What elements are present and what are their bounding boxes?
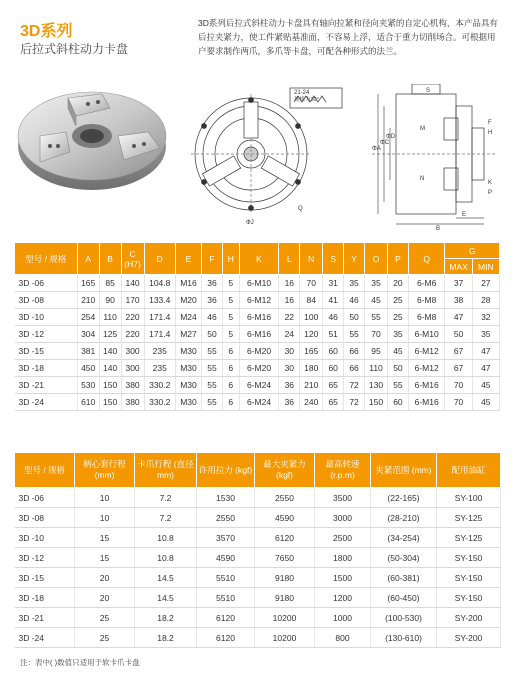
table-cell: 610 [77, 394, 99, 411]
table-row [15, 548, 501, 568]
table-cell: 6120 [197, 628, 255, 648]
table-cell: 7650 [255, 548, 315, 568]
table-cell: 90 [99, 292, 121, 309]
column-header: 卡爪行程 (直径mm) [135, 453, 197, 488]
table-cell: M30 [175, 394, 201, 411]
dim-label-d: ΦD [386, 134, 396, 140]
table-cell: 3000 [315, 508, 371, 528]
table-row [15, 508, 501, 528]
footnote: 注：表中( )数值只适用于软卡爪卡盘 [20, 658, 140, 667]
table-cell: 46 [202, 309, 223, 326]
table-cell: 6-M12 [239, 292, 279, 309]
table-cell: 30 [279, 360, 300, 377]
table-cell: 330.2 [144, 394, 175, 411]
table-row [15, 394, 500, 411]
table-cell: 2550 [197, 508, 255, 528]
column-header: 夹紧范围 (mm) [371, 453, 437, 488]
table-cell: SY-100 [437, 488, 501, 508]
table-cell: SY-200 [437, 628, 501, 648]
table-cell: 47 [472, 343, 499, 360]
table-cell: 14.5 [135, 588, 197, 608]
column-header: D [144, 243, 175, 275]
table-cell: 66 [344, 360, 365, 377]
column-header: B [99, 243, 121, 275]
table-cell: 67 [445, 360, 472, 377]
table-cell: 55 [202, 360, 223, 377]
table-cell: 171.4 [144, 309, 175, 326]
table-cell: 27 [472, 275, 499, 292]
table-cell: 6120 [255, 528, 315, 548]
performance-table [14, 452, 501, 648]
table-row [15, 628, 501, 648]
table-row [15, 309, 500, 326]
table-cell: 6-M24 [239, 377, 279, 394]
table-row [15, 377, 500, 394]
header-row [15, 243, 500, 259]
table-cell: 10.8 [135, 528, 197, 548]
dim-label-c: ΦC [380, 140, 390, 146]
table-cell: 110 [99, 309, 121, 326]
drawing-serration-label: 21-24 [294, 90, 310, 96]
table-cell: 6-M8 [408, 292, 445, 309]
table-row [15, 360, 500, 377]
table-cell: 60 [323, 343, 344, 360]
table-cell: 530 [77, 377, 99, 394]
table-cell: M30 [175, 343, 201, 360]
dim-label-f: F [488, 120, 492, 126]
column-header: Q [408, 243, 445, 275]
table-cell: (34-254) [371, 528, 437, 548]
table-cell: 72 [344, 394, 365, 411]
table-cell: 104.8 [144, 275, 175, 292]
table-cell: 3D -18 [15, 360, 78, 377]
table-cell: 5510 [197, 568, 255, 588]
column-header: A [77, 243, 99, 275]
table-cell: 24 [279, 326, 300, 343]
table-cell: 36 [202, 292, 223, 309]
table-row [15, 488, 501, 508]
table-cell: 235 [144, 360, 175, 377]
column-subheader: MIN [472, 259, 499, 275]
dim-label-m: M [420, 126, 425, 132]
table-cell: 381 [77, 343, 99, 360]
table-row [15, 343, 500, 360]
table-cell: 70 [365, 326, 388, 343]
table-cell: 6 [222, 377, 239, 394]
table-row [15, 608, 501, 628]
table-cell: 36 [279, 377, 300, 394]
table-cell: 5 [222, 292, 239, 309]
table-cell: 2500 [315, 528, 371, 548]
table-cell: 3D -12 [15, 326, 78, 343]
table-cell: M16 [175, 275, 201, 292]
dim-label-p: P [488, 190, 493, 196]
table-cell: 6-M12 [408, 343, 445, 360]
table-cell: 3D -21 [15, 608, 75, 628]
column-header: 柄心套行程 (mm) [75, 453, 135, 488]
table-cell: (60-381) [371, 568, 437, 588]
table-cell: 41 [323, 292, 344, 309]
table-cell: 6 [222, 343, 239, 360]
table-cell: 300 [121, 360, 144, 377]
table-cell: 3D -24 [15, 394, 78, 411]
table-cell: 3D -15 [15, 343, 78, 360]
table-cell: 5 [222, 309, 239, 326]
table-cell: 171.4 [144, 326, 175, 343]
table-cell: 50 [445, 326, 472, 343]
drawing-serration-spec: 规格为30° [294, 97, 319, 103]
page-subtitle: 后拉式斜柱动力卡盘 [20, 42, 129, 56]
table-cell: 70 [445, 394, 472, 411]
table-cell: 20 [388, 275, 409, 292]
table-cell: 140 [121, 275, 144, 292]
table-cell: (60-450) [371, 588, 437, 608]
table-cell: 14.5 [135, 568, 197, 588]
table-cell: 3D -06 [15, 275, 78, 292]
table-cell: 210 [77, 292, 99, 309]
table-cell: 50 [388, 360, 409, 377]
table-cell: 37 [445, 275, 472, 292]
table-cell: 3D -15 [15, 568, 75, 588]
table-cell: 50 [344, 309, 365, 326]
table-cell: 47 [472, 360, 499, 377]
table-cell: 330.2 [144, 377, 175, 394]
table-cell: 31 [323, 275, 344, 292]
table-cell: 165 [77, 275, 99, 292]
table-cell: 60 [323, 360, 344, 377]
table-cell: 45 [472, 394, 499, 411]
column-subheader: MAX [445, 259, 472, 275]
table-cell: (100-530) [371, 608, 437, 628]
table-cell: 70 [445, 377, 472, 394]
table-cell: 1200 [315, 588, 371, 608]
table-cell: 6-M6 [408, 275, 445, 292]
table-cell: 10.8 [135, 548, 197, 568]
column-header: C (H7) [121, 243, 144, 275]
column-header: N [300, 243, 323, 275]
technical-drawing [186, 84, 504, 230]
table-cell: 51 [323, 326, 344, 343]
product-description: 3D系列后拉式斜柱动力卡盘具有轴向拉紧和径向夹紧的自定心机构，本产品具有后拉夹紧力，使工件紧贴基准面，不容易上浮，适合于重力切削场合。可根据用户要求制作两爪，多爪等卡盘，可配各种形式的法兰。 [198, 18, 498, 56]
table-cell: 18.2 [135, 608, 197, 628]
table-cell: 3D -21 [15, 377, 78, 394]
table-cell: 25 [75, 628, 135, 648]
dimension-table [14, 242, 500, 411]
table-cell: 170 [121, 292, 144, 309]
table-cell: 32 [472, 309, 499, 326]
table-cell: 67 [445, 343, 472, 360]
table-cell: SY-200 [437, 608, 501, 628]
table-cell: 150 [365, 394, 388, 411]
table-cell: 240 [300, 394, 323, 411]
table-row [15, 275, 500, 292]
column-header: Y [344, 243, 365, 275]
table-cell: 25 [75, 608, 135, 628]
table-cell: 254 [77, 309, 99, 326]
table-cell: 47 [445, 309, 472, 326]
dim-label-j: ΦJ [246, 220, 254, 226]
table-cell: 3D -08 [15, 292, 78, 309]
table-cell: 7.2 [135, 508, 197, 528]
table-cell: 55 [388, 377, 409, 394]
table-cell: 210 [300, 377, 323, 394]
dim-label-e: E [462, 212, 467, 218]
column-header: 型号 / 规格 [15, 453, 75, 488]
table-cell: 9180 [255, 588, 315, 608]
table-cell: 380 [121, 377, 144, 394]
table-cell: 100 [300, 309, 323, 326]
table-cell: 6-M10 [239, 275, 279, 292]
column-header: 最高转速 (r.p.m) [315, 453, 371, 488]
column-header: G [445, 243, 500, 259]
table-cell: 25 [388, 292, 409, 309]
table-cell: M27 [175, 326, 201, 343]
table-cell: 150 [99, 377, 121, 394]
table-row [15, 568, 501, 588]
table-cell: 45 [472, 377, 499, 394]
table-cell: SY-150 [437, 548, 501, 568]
table-cell: 60 [388, 394, 409, 411]
table-cell: 25 [388, 309, 409, 326]
table-cell: 4590 [255, 508, 315, 528]
table-cell: 150 [99, 394, 121, 411]
table-cell: 6 [222, 360, 239, 377]
column-header: S [323, 243, 344, 275]
table-cell: 6-M10 [408, 326, 445, 343]
table-cell: 15 [75, 528, 135, 548]
table-cell: 20 [75, 568, 135, 588]
table-cell: 3D -06 [15, 488, 75, 508]
table-cell: 28 [472, 292, 499, 309]
table-cell: 10 [75, 488, 135, 508]
table-cell: 180 [300, 360, 323, 377]
table-cell: (130-610) [371, 628, 437, 648]
table-cell: 55 [344, 326, 365, 343]
table-cell: 35 [365, 275, 388, 292]
dim-label-s: S [426, 88, 431, 94]
table-cell: 6-M16 [408, 394, 445, 411]
dim-label-a: ΦA [372, 146, 381, 152]
table-cell: 3D -10 [15, 309, 78, 326]
table-cell: 3D -08 [15, 508, 75, 528]
table-cell: 72 [344, 377, 365, 394]
table-cell: 3D -24 [15, 628, 75, 648]
table-cell: 130 [365, 377, 388, 394]
table-cell: 1500 [315, 568, 371, 588]
table-row [15, 588, 501, 608]
dim-label-q: Q [298, 206, 303, 212]
table-cell: 55 [202, 377, 223, 394]
table-cell: 165 [300, 343, 323, 360]
table-cell: 220 [121, 309, 144, 326]
table-cell: M20 [175, 292, 201, 309]
table-cell: 3D -10 [15, 528, 75, 548]
table-cell: 65 [323, 394, 344, 411]
table-cell: 84 [300, 292, 323, 309]
table-cell: SY-125 [437, 508, 501, 528]
table-cell: SY-150 [437, 588, 501, 608]
table-cell: 85 [99, 275, 121, 292]
table-cell: 5 [222, 275, 239, 292]
column-header: 最大夹紧力 (kgf) [255, 453, 315, 488]
chuck-photo [10, 76, 180, 194]
table-cell: 20 [75, 588, 135, 608]
table-cell: 6-M24 [239, 394, 279, 411]
table-cell: 3D -12 [15, 548, 75, 568]
table-cell: 10 [75, 508, 135, 528]
dim-label-k: K [488, 180, 493, 186]
table-cell: 1800 [315, 548, 371, 568]
table-cell: 36 [202, 275, 223, 292]
table-cell: 10200 [255, 608, 315, 628]
table-cell: 15 [75, 548, 135, 568]
column-header: E [175, 243, 201, 275]
table-cell: 9180 [255, 568, 315, 588]
page-title: 3D系列 [20, 23, 73, 40]
table-cell: 4590 [197, 548, 255, 568]
table-cell: 5 [222, 326, 239, 343]
table-cell: 140 [99, 360, 121, 377]
table-cell: 6120 [197, 608, 255, 628]
table-cell: SY-125 [437, 528, 501, 548]
table-cell: 46 [344, 292, 365, 309]
table-cell: 1000 [315, 608, 371, 628]
table-cell: 50 [202, 326, 223, 343]
table-cell: 55 [202, 343, 223, 360]
table-cell: 45 [388, 343, 409, 360]
table-cell: 3500 [315, 488, 371, 508]
table-cell: 55 [202, 394, 223, 411]
column-header: 配用油缸 [437, 453, 501, 488]
table-cell: 35 [388, 326, 409, 343]
table-cell: 46 [323, 309, 344, 326]
table-cell: (50-304) [371, 548, 437, 568]
table-cell: 18.2 [135, 628, 197, 648]
table-cell: 16 [279, 292, 300, 309]
table-cell: 10200 [255, 628, 315, 648]
table-cell: 7.2 [135, 488, 197, 508]
table-cell: 6-M20 [239, 360, 279, 377]
table-cell: 55 [365, 309, 388, 326]
column-header: F [202, 243, 223, 275]
table-cell: (22-165) [371, 488, 437, 508]
table-cell: 35 [472, 326, 499, 343]
dim-label-b: B [436, 226, 441, 230]
table-cell: 450 [77, 360, 99, 377]
table-cell: 304 [77, 326, 99, 343]
header-row [15, 453, 501, 488]
table-cell: 125 [99, 326, 121, 343]
table-cell: 6 [222, 394, 239, 411]
table-cell: SY-150 [437, 568, 501, 588]
table-cell: 16 [279, 275, 300, 292]
table-cell: 6-M16 [239, 309, 279, 326]
table-row [15, 528, 501, 548]
table-cell: 65 [323, 377, 344, 394]
table-cell: 45 [365, 292, 388, 309]
table-cell: 3D -18 [15, 588, 75, 608]
table-cell: 70 [300, 275, 323, 292]
table-cell: 220 [121, 326, 144, 343]
table-cell: 3570 [197, 528, 255, 548]
table-cell: (28-210) [371, 508, 437, 528]
column-header: L [279, 243, 300, 275]
column-header: 型号 / 规格 [15, 243, 78, 275]
table-cell: 110 [365, 360, 388, 377]
table-cell: 120 [300, 326, 323, 343]
column-header: P [388, 243, 409, 275]
table-cell: 95 [365, 343, 388, 360]
table-row [15, 326, 500, 343]
table-cell: 30 [279, 343, 300, 360]
table-cell: 6-M16 [408, 377, 445, 394]
table-cell: 38 [445, 292, 472, 309]
table-cell: 6-M12 [408, 360, 445, 377]
table-cell: 140 [99, 343, 121, 360]
dim-label-h: H [488, 130, 493, 136]
table-cell: 2550 [255, 488, 315, 508]
table-cell: M24 [175, 309, 201, 326]
table-cell: 800 [315, 628, 371, 648]
column-header: 许用拉力 (kgf) [197, 453, 255, 488]
table-cell: 22 [279, 309, 300, 326]
table-cell: 380 [121, 394, 144, 411]
dim-label-n: N [420, 176, 425, 182]
table-cell: 35 [344, 275, 365, 292]
table-cell: 6-M20 [239, 343, 279, 360]
table-cell: 36 [279, 394, 300, 411]
table-cell: M30 [175, 377, 201, 394]
table-cell: 1530 [197, 488, 255, 508]
table-cell: 300 [121, 343, 144, 360]
table-cell: 66 [344, 343, 365, 360]
table-cell: 6-M8 [408, 309, 445, 326]
column-header: K [239, 243, 279, 275]
column-header: O [365, 243, 388, 275]
table-cell: 6-M16 [239, 326, 279, 343]
table-cell: 5510 [197, 588, 255, 608]
table-row [15, 292, 500, 309]
table-cell: 235 [144, 343, 175, 360]
column-header: H [222, 243, 239, 275]
table-cell: M30 [175, 360, 201, 377]
table-cell: 133.4 [144, 292, 175, 309]
